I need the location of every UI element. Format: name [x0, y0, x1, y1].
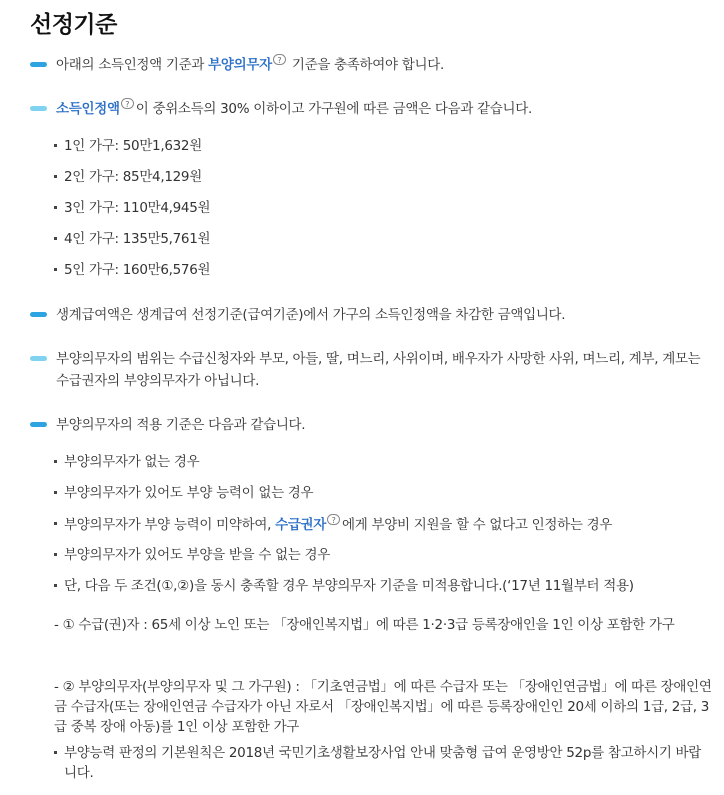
- criteria-item: [54, 576, 712, 596]
- criteria-item-text: [64, 514, 712, 535]
- section-marker: [30, 422, 47, 427]
- section-text-post: 이 중위소득의 30% 이하이고 가구원에 따른 금액은 다음과 같습니다.: [135, 101, 533, 117]
- recognized-income-link[interactable]: 소득인정액: [56, 101, 120, 117]
- section-marker: [30, 62, 47, 67]
- section-text: 부양의무자의 범위는 수급신청자와 부모, 아들, 딸, 며느리, 사위이며, 배우자가 사망한 사위, 며느리, 계부, 계모는 수급권자의 부양의무자가 아닙니다.: [56, 351, 701, 389]
- section-obligor-scope: [30, 348, 712, 392]
- income-item-text: 3인 가구: 110만4,945원: [64, 200, 211, 216]
- bullet-dot: [54, 175, 57, 178]
- income-item-text: 1인 가구: 50만1,632원: [64, 138, 202, 154]
- condition-note-2: - ② 부양의무자(부양의무자 및 그 가구원) : 「기초연금법」에 따른 수급자 또는 「장애인연금법」에 따른 장애인연금 수급자(또는 장애인연금 수급자가 아닌 자로서 「장애인복지법」에 따른 등록장애인인 20세 이하의 1급, 2급, 3급 중복 장애 아동)를 1인 이상 포함한 가구: [54, 679, 712, 735]
- bullet-dot: [54, 751, 57, 754]
- income-item: [54, 229, 712, 249]
- criteria-item-text: 단, 다음 두 조건(①,②)을 동시 충족할 경우 부양의무자 기준을 미적용합니다.(‘17년 11월부터 적용): [64, 578, 634, 594]
- criteria-item-text: 부양능력 판정의 기본원칙은 2018년 국민기초생활보장사업 안내 맞춤형 급여 운영방안 52p를 참고하시기 바랍니다.: [64, 745, 702, 781]
- bullet-dot: [54, 144, 57, 147]
- income-item: [54, 260, 712, 280]
- criteria-item: [54, 452, 712, 472]
- criteria-item-text: 부양의무자가 있어도 부양을 받을 수 없는 경우: [64, 547, 331, 563]
- criteria-item: [54, 514, 712, 535]
- help-icon[interactable]: ?: [273, 54, 286, 65]
- income-item-text: 2인 가구: 85만4,129원: [64, 169, 202, 185]
- section-marker: [30, 312, 47, 317]
- section-text-post: 기준을 충족하여야 합니다.: [287, 57, 444, 73]
- criteria-item: [54, 743, 712, 783]
- support-obligor-link[interactable]: 부양의무자: [208, 57, 272, 73]
- section-text: [56, 98, 712, 120]
- page-title: 선정기준: [30, 12, 117, 38]
- criteria-item-text: 부양의무자가 있어도 부양 능력이 없는 경우: [64, 485, 314, 501]
- income-item: [54, 136, 712, 156]
- section-text: 부양의무자의 적용 기준은 다음과 같습니다.: [56, 417, 306, 433]
- bullet-dot: [54, 206, 57, 209]
- criteria-item-text-post: 에게 부양비 지원을 할 수 없다고 인정하는 경우: [342, 517, 613, 533]
- section-marker: [30, 106, 47, 111]
- bullet-dot: [54, 522, 57, 525]
- section-livelihood-benefit: [30, 304, 712, 326]
- section-text-pre: 아래의 소득인정액 기준과: [56, 57, 209, 73]
- criteria-item-text: 부양의무자가 없는 경우: [64, 454, 200, 470]
- bullet-dot: [54, 268, 57, 271]
- section-obligor-criteria: [30, 414, 712, 436]
- bullet-dot: [54, 584, 57, 587]
- bullet-dot: [54, 491, 57, 494]
- condition-note-1: - ① 수급(권)자 : 65세 이상 노인 또는 「장애인복지법」에 따른 1·2·3급 등록장애인을 1인 이상 포함한 가구: [54, 617, 675, 633]
- criteria-item: [54, 483, 712, 503]
- bullet-dot: [54, 553, 57, 556]
- section-text: 생계급여액은 생계급여 선정기준(급여기준)에서 가구의 소득인정액을 차감한 금액입니다.: [56, 307, 566, 323]
- beneficiary-link[interactable]: 수급권자: [275, 517, 327, 533]
- income-item: [54, 167, 712, 187]
- section-marker: [30, 356, 47, 361]
- income-item: [54, 198, 712, 218]
- bullet-dot: [54, 237, 57, 240]
- income-item-text: 5인 가구: 160만6,576원: [64, 262, 211, 278]
- help-icon[interactable]: ?: [327, 514, 340, 525]
- help-icon[interactable]: ?: [121, 98, 134, 109]
- criteria-item-text-pre: 부양의무자가 부양 능력이 미약하여,: [64, 517, 276, 533]
- income-item-text: 4인 가구: 135만5,761원: [64, 231, 211, 247]
- section-income: [30, 98, 712, 120]
- section-requirement: [30, 54, 712, 76]
- section-text: [56, 54, 712, 76]
- criteria-item: [54, 545, 712, 565]
- bullet-dot: [54, 460, 57, 463]
